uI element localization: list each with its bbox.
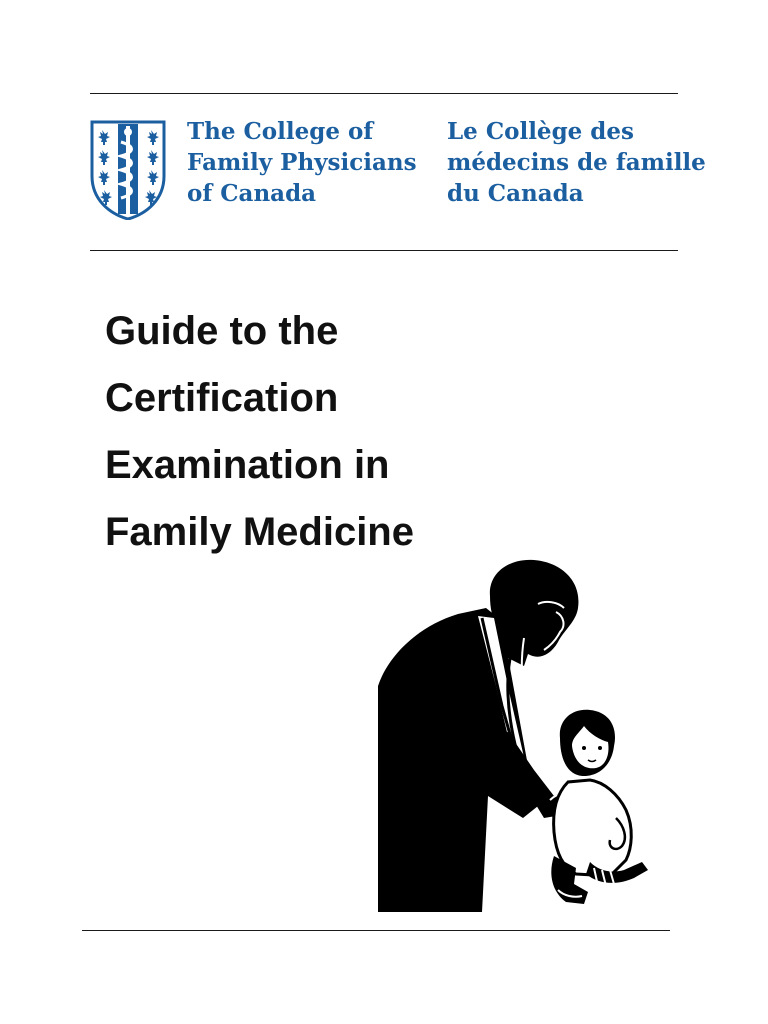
header-divider — [90, 250, 678, 251]
org-en-line-3: of Canada — [187, 180, 317, 207]
bottom-divider — [82, 930, 670, 931]
org-en-line-1: The College of — [187, 118, 374, 145]
org-fr-line-2: médecins de famille — [447, 149, 706, 176]
org-fr-line-1: Le Collège des — [447, 118, 634, 145]
org-fr-line-3: du Canada — [447, 180, 584, 207]
title-line-2: Certification — [105, 376, 339, 420]
title-line-3: Examination in — [105, 443, 390, 487]
org-name-english — [187, 116, 417, 209]
title-line-4: Family Medicine — [105, 510, 414, 554]
org-en-line-2: Family Physicians — [187, 149, 417, 176]
college-crest-icon — [90, 120, 166, 220]
top-divider — [90, 93, 678, 94]
document-title — [105, 298, 414, 566]
doctor-examining-child-illustration — [378, 556, 648, 912]
org-name-french — [447, 116, 706, 209]
title-line-1: Guide to the — [105, 309, 339, 353]
